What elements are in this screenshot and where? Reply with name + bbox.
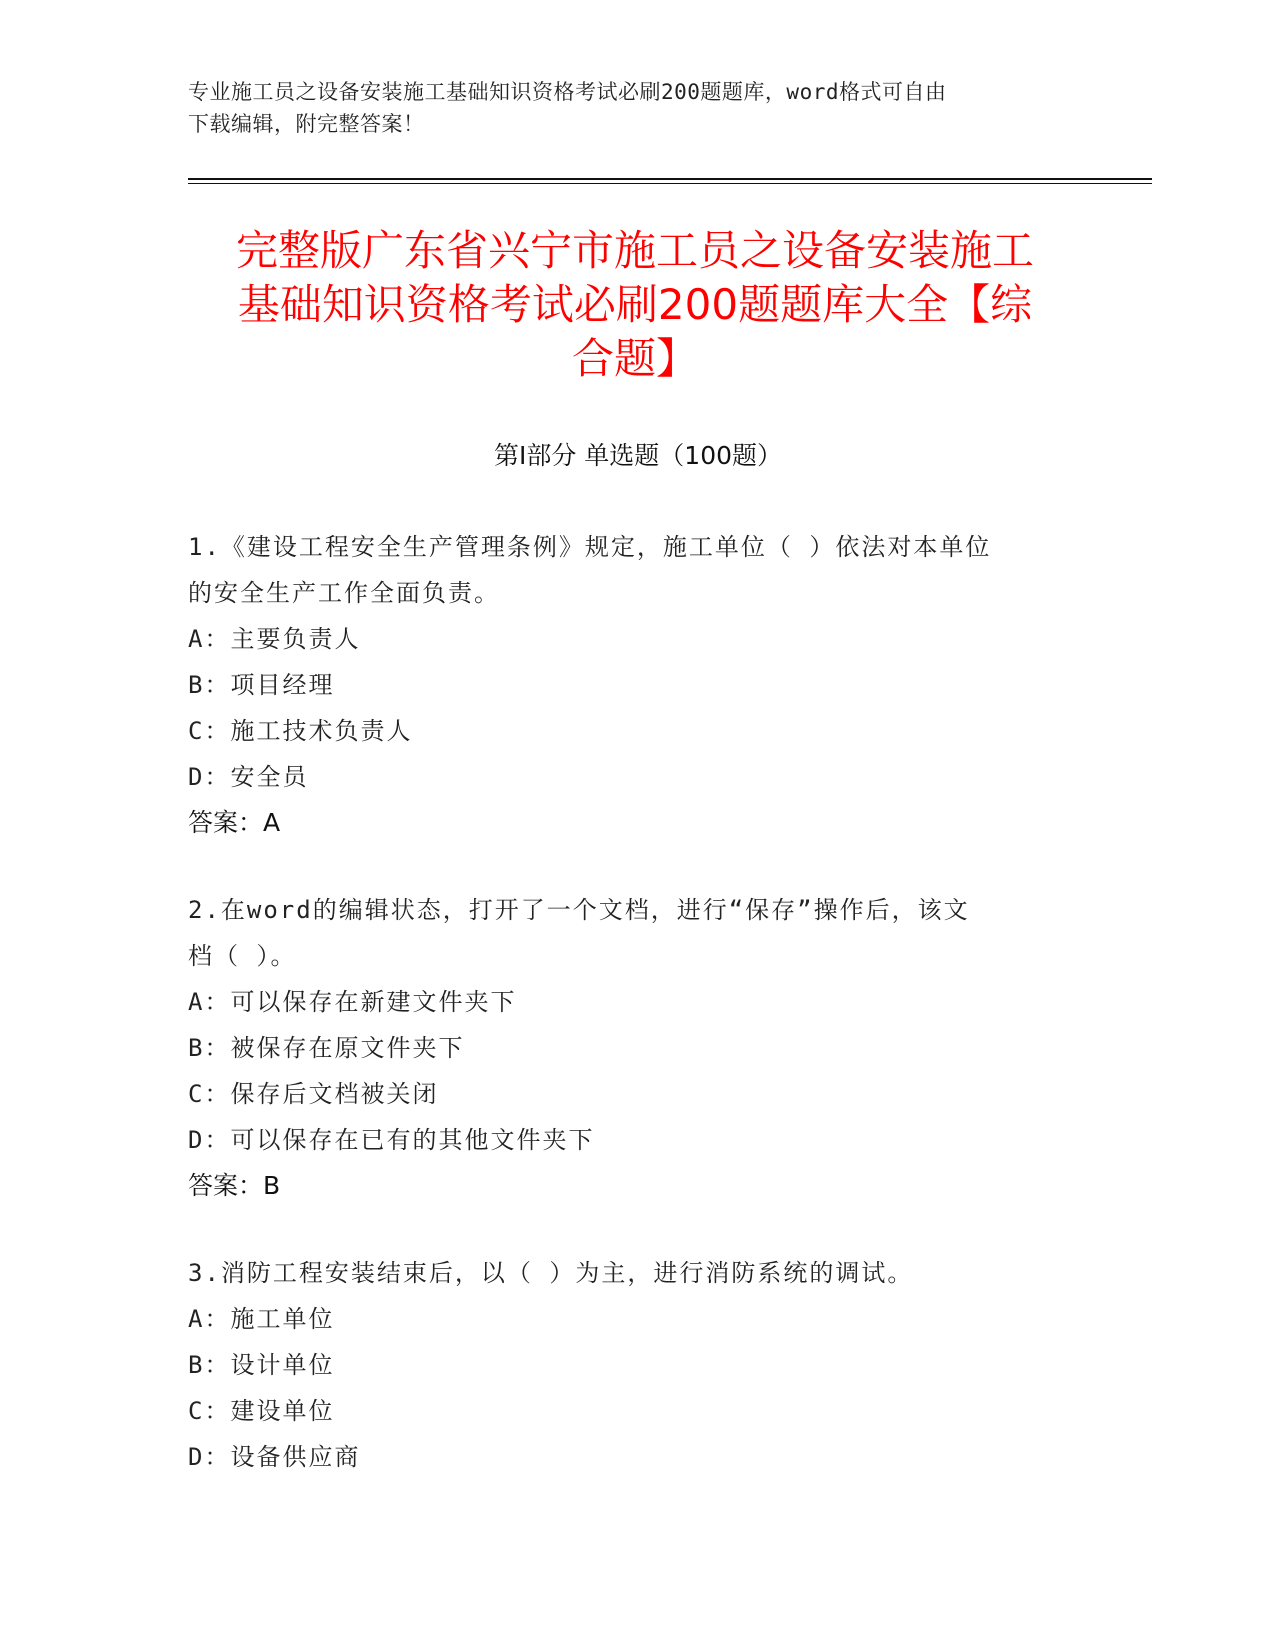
- option-a: A：可以保存在新建文件夹下: [188, 988, 517, 1016]
- option-d: D：安全员: [188, 763, 309, 791]
- header-note-line: 专业施工员之设备安装施工基础知识资格考试必刷200题题库，word格式可自由: [188, 80, 947, 104]
- header-divider: [188, 178, 1152, 180]
- title-line: 合题】: [571, 334, 698, 383]
- header-note: [188, 76, 1068, 140]
- option-a: A：施工单位: [188, 1305, 335, 1333]
- option-b: B：被保存在原文件夹下: [188, 1034, 465, 1062]
- option-c: C：保存后文档被关闭: [188, 1080, 439, 1108]
- question-stem: 的安全生产工作全面负责。: [188, 579, 500, 607]
- option-b: B：项目经理: [188, 671, 335, 699]
- option-c: C：建设单位: [188, 1397, 335, 1425]
- answer-line: 答案：B: [188, 1171, 281, 1200]
- question-stem: 3.消防工程安装结束后，以（ ）为主，进行消防系统的调试。: [188, 1259, 914, 1287]
- title-line: 基础知识资格考试必刷200题题库大全【综: [237, 280, 1033, 329]
- option-d: D：设备供应商: [188, 1443, 361, 1471]
- answer-line: 答案：A: [188, 808, 281, 837]
- title-line: 完整版广东省兴宁市施工员之设备安装施工: [235, 226, 1034, 275]
- question-stem: 档（ ）。: [188, 942, 297, 970]
- question-block: [188, 1250, 1088, 1480]
- question-block: [188, 524, 1088, 846]
- header-note-line: 下载编辑，附完整答案！: [188, 112, 425, 136]
- option-c: C：施工技术负责人: [188, 717, 413, 745]
- question-stem: 2.在word的编辑状态，打开了一个文档，进行“保存”操作后，该文: [188, 896, 970, 924]
- option-b: B：设计单位: [188, 1351, 335, 1379]
- question-stem: 1.《建设工程安全生产管理条例》规定，施工单位（ ）依法对本单位: [188, 533, 992, 561]
- option-d: D：可以保存在已有的其他文件夹下: [188, 1126, 595, 1154]
- header-divider-thin: [188, 183, 1152, 184]
- question-block: [188, 887, 1088, 1209]
- option-a: A：主要负责人: [188, 625, 361, 653]
- document-title: [160, 224, 1110, 386]
- section-heading: 第Ⅰ部分 单选题（100题）: [493, 441, 783, 470]
